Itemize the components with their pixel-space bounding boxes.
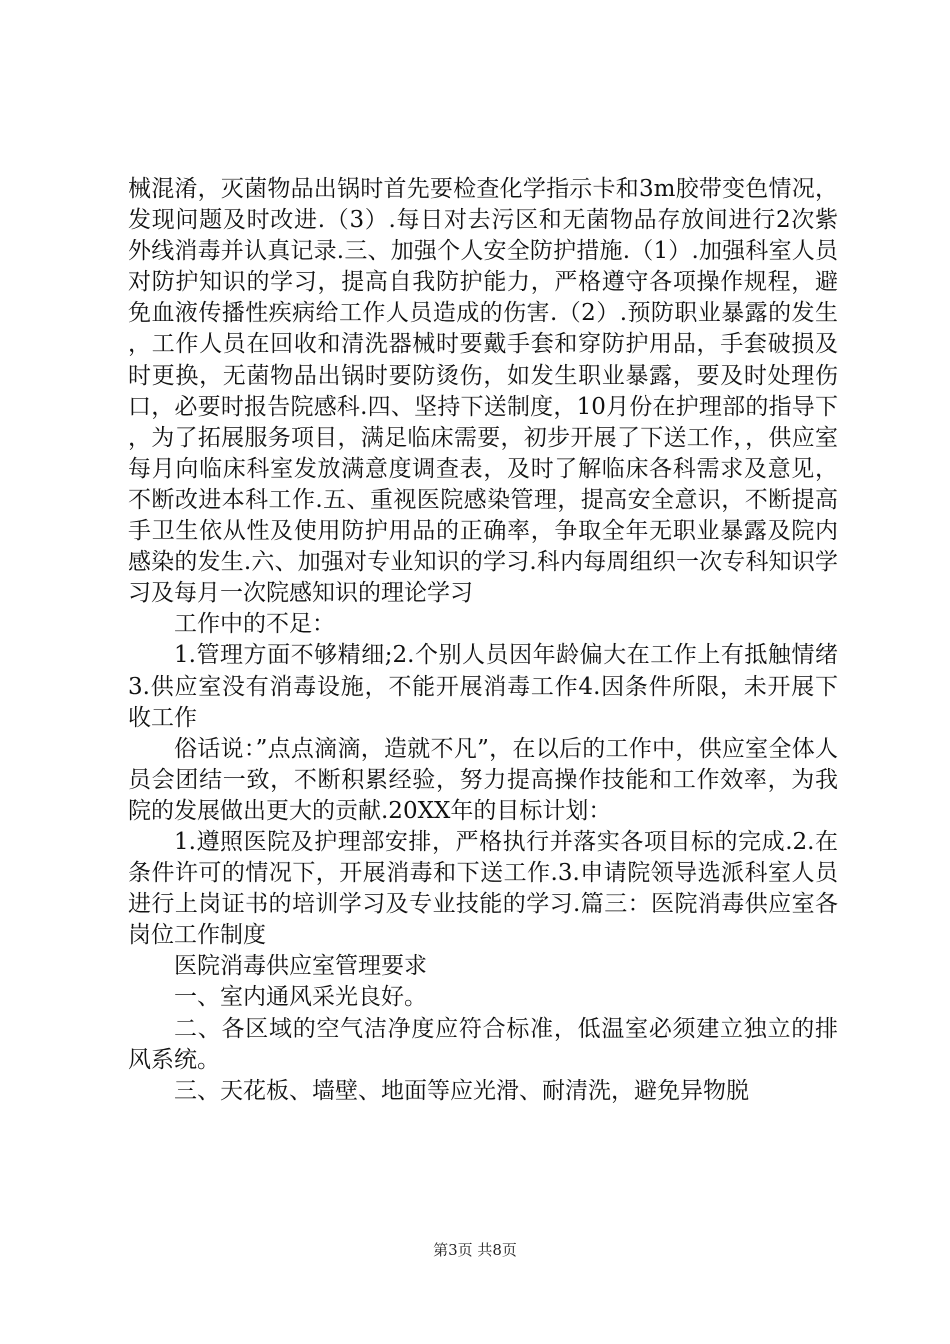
paragraph-2: 工作中的不足： <box>174 611 335 638</box>
paragraph-9: 三、天花板、墙壁、地面等应光滑、耐清洗，避免异物脱 <box>174 1077 749 1104</box>
paragraph-1: 械混淆，灭菌物品出锅时首先要检查化学指示卡和3m胶带变色情况，发现问题及时改进.（3）.每日对去污区和无菌物品存放间进行2次紫外线消毒并认真记录.三、加强个人安全防护措施.（1）.加强科室人员对防护知识的学习，提高自我防护能力，严格遵守各项操作规程，避免血液传播性疾病给工作人员造成的伤害.（2）.预防职业暴露的发生，工作人员在回收和清洗器械时要戴手套和穿防护用品，手套破损及时更换，无菌物品出锅时要防烫伤，如发生职业暴露，要及时处理伤口，必要时报告院感科.四、坚持下送制度，10月份在护理部的指导下，为了拓展服务项目，满足临床需要，初步开展了下送工作，，供应室每月向临床科室发放满意度调查表，及时了解临床各科需求及意见，不断改进本科工作.五、重视医院感染管理，提高安全意识，不断提高手卫生依从性及使用防护用品的正确率，争取全年无职业暴露及院内感染的发生.六、加强对专业知识的学习.科内每周组织一次专科知识学习及每月一次院感知识的理论学习 <box>128 176 838 607</box>
paragraph-6: 医院消毒供应室管理要求 <box>174 953 427 980</box>
paragraph-7: 一、室内通风采光良好。 <box>174 984 427 1011</box>
document-body <box>128 174 838 1107</box>
page-footer <box>0 1240 950 1260</box>
page-number: 第3页 共8页 <box>433 1241 517 1259</box>
paragraph-5: 1.遵照医院及护理部安排，严格执行并落实各项目标的完成.2.在条件许可的情况下，开展消毒和下送工作.3.申请院领导选派科室人员进行上岗证书的培训学习及专业技能的学习.篇三：医院消毒供应室各岗位工作制度 <box>128 828 838 949</box>
paragraph-8: 二、各区域的空气洁净度应符合标准，低温室必须建立独立的排风系统。 <box>128 1015 838 1073</box>
paragraph-3: 1.管理方面不够精细;2.个别人员因年龄偏大在工作上有抵触情绪3.供应室没有消毒设施，不能开展消毒工作4.因条件所限，未开展下收工作 <box>128 642 838 731</box>
paragraph-4: 俗话说：”点点滴滴，造就不凡”，在以后的工作中，供应室全体人员会团结一致，不断积累经验，努力提高操作技能和工作效率，为我院的发展做出更大的贡献.20XX年的目标计划： <box>128 735 838 824</box>
